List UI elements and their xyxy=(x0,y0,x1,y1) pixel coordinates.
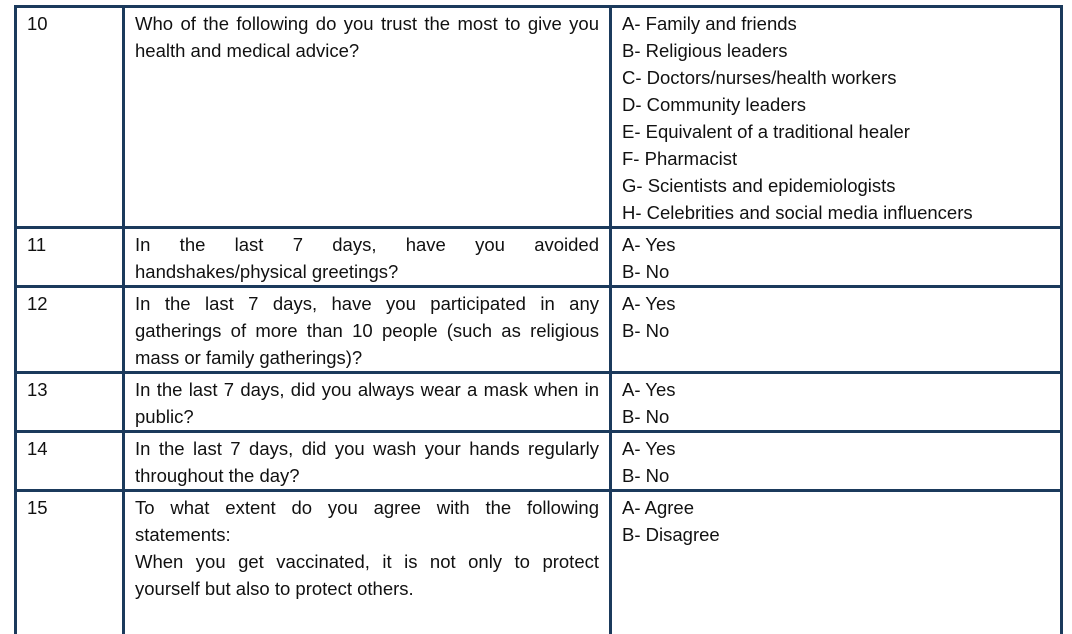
answer-option: B- No xyxy=(622,403,1050,430)
question-statement: When you get vaccinated, it is not only to protect yourself but also to protect others. xyxy=(135,548,599,602)
answer-option: G- Scientists and epidemiologists xyxy=(622,172,1050,199)
question-text: In the last 7 days, have you avoided handshakes/physical greetings? xyxy=(124,228,611,287)
answer-option: D- Community leaders xyxy=(622,91,1050,118)
answer-options xyxy=(611,287,1062,373)
question-number: 14 xyxy=(16,432,124,491)
table-row xyxy=(16,432,1062,491)
answer-option: B- No xyxy=(622,258,1050,285)
question-number: 10 xyxy=(16,7,124,228)
answer-option: H- Celebrities and social media influencers xyxy=(622,199,1050,226)
answer-options xyxy=(611,7,1062,228)
answer-options xyxy=(611,373,1062,432)
table-row xyxy=(16,7,1062,228)
question-text: In the last 7 days, have you participated in any gatherings of more than 10 people (such as religious mass or family gatherings)? xyxy=(124,287,611,373)
answer-option: B- No xyxy=(622,317,1050,344)
question-number: 11 xyxy=(16,228,124,287)
answer-options xyxy=(611,432,1062,491)
answer-option: A- Yes xyxy=(622,290,1050,317)
question-text: To what extent do you agree with the following statements: xyxy=(135,494,599,548)
table-row xyxy=(16,373,1062,432)
table-row xyxy=(16,228,1062,287)
answer-option: A- Agree xyxy=(622,494,1050,521)
answer-option: C- Doctors/nurses/health workers xyxy=(622,64,1050,91)
answer-options xyxy=(611,491,1062,634)
question-cell xyxy=(124,491,611,634)
question-number: 13 xyxy=(16,373,124,432)
table-row xyxy=(16,287,1062,373)
question-text: In the last 7 days, did you wash your hands regularly throughout the day? xyxy=(124,432,611,491)
question-text: Who of the following do you trust the most to give you health and medical advice? xyxy=(124,7,611,228)
answer-option: E- Equivalent of a traditional healer xyxy=(622,118,1050,145)
answer-option: F- Pharmacist xyxy=(622,145,1050,172)
answer-option: B- No xyxy=(622,462,1050,489)
question-number: 12 xyxy=(16,287,124,373)
question-number: 15 xyxy=(16,491,124,634)
answer-option: A- Family and friends xyxy=(622,10,1050,37)
questionnaire-table xyxy=(14,5,1063,634)
answer-option: B- Religious leaders xyxy=(622,37,1050,64)
question-text: In the last 7 days, did you always wear a mask when in public? xyxy=(124,373,611,432)
answer-option: A- Yes xyxy=(622,435,1050,462)
answer-option: B- Disagree xyxy=(622,521,1050,548)
answer-options xyxy=(611,228,1062,287)
answer-option: A- Yes xyxy=(622,231,1050,258)
table-row xyxy=(16,491,1062,634)
answer-option: A- Yes xyxy=(622,376,1050,403)
